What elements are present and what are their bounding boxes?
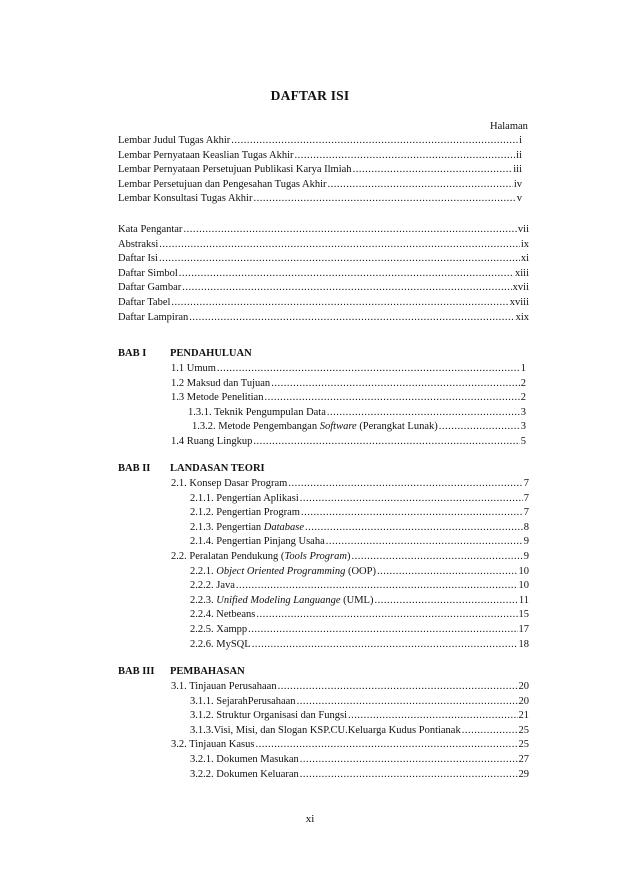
toc-entry-page: 29	[518, 768, 529, 780]
dot-leader	[252, 638, 518, 651]
toc-entry-label: Lembar Judul Tugas Akhir	[118, 135, 231, 146]
toc-entry-page: 2	[520, 392, 526, 404]
toc-entry-label	[190, 608, 255, 621]
toc-entry	[171, 476, 529, 490]
toc-entry	[190, 637, 529, 651]
toc-entry-page: 27	[518, 754, 529, 765]
dot-leader	[348, 709, 517, 722]
page-title: DAFTAR ISI	[270, 88, 350, 103]
toc-entry-text: 1.4 Ruang Lingkup	[171, 436, 253, 447]
dot-leader	[248, 623, 517, 636]
dot-leader	[253, 192, 515, 205]
chapter-title: PEMBAHASAN	[170, 666, 245, 677]
toc-entry-label: Kata Pengantar	[118, 224, 183, 235]
toc-entry-text: 3.1.1. SejarahPerusahaan	[190, 695, 296, 707]
dot-leader	[328, 178, 513, 191]
toc-entry-page: iii	[513, 164, 522, 176]
toc-entry-text: 2.2.6. MySQL	[190, 638, 251, 650]
toc-entry-page: 9	[523, 536, 529, 548]
toc-entry-text: 2.2.4. Netbeans	[190, 609, 256, 621]
dot-leader	[288, 477, 522, 490]
toc-entry-text: 1.3 Metode Penelitian	[171, 392, 264, 404]
toc-entry-page: 3	[520, 406, 526, 418]
toc-entry-page: 2	[520, 377, 526, 389]
toc-entry-label: Daftar Lampiran	[118, 311, 189, 323]
toc-entry-label	[188, 406, 326, 419]
toc-entry-text: 2.2.2. Java	[190, 580, 235, 592]
toc-entry-text: 3.2.1. Dokumen Masukan	[190, 754, 299, 765]
toc-entry-label: Lembar Konsultasi Tugas Akhir	[118, 193, 253, 205]
toc-entry-page: iv	[513, 178, 522, 190]
toc-entry-page: 3	[520, 421, 526, 433]
chapter-number: BAB III	[118, 666, 155, 677]
toc-entry-label	[190, 492, 299, 505]
toc-entry-text: 3.2. Tinjauan Kasus	[171, 739, 255, 751]
toc-entry	[171, 376, 526, 390]
dot-leader	[236, 579, 518, 592]
toc-entry-label: Daftar Gambar	[118, 282, 182, 294]
toc-entry	[192, 419, 526, 433]
toc-entry-page: xvii	[512, 282, 529, 294]
dot-leader	[326, 535, 523, 548]
toc-entry-label	[171, 377, 270, 390]
dot-leader	[217, 362, 520, 375]
toc-entry	[118, 310, 529, 324]
toc-entry-label: Lembar Persetujuan dan Pengesahan Tugas Akhir	[118, 178, 327, 190]
toc-entry-text-suffix: )	[346, 551, 351, 562]
toc-entry-page: ix	[520, 238, 529, 250]
toc-entry	[171, 549, 529, 563]
toc-entry	[190, 491, 529, 505]
toc-entry-label	[190, 753, 299, 766]
toc-entry-page: 11	[518, 594, 529, 606]
toc-entry-text: 2.2. Peralatan Pendukung (	[171, 551, 285, 562]
toc-entry-text: 3.1. Tinjauan Perusahaan	[171, 681, 277, 692]
toc-entry	[190, 767, 529, 781]
toc-entry	[118, 295, 529, 309]
toc-entry-page: 17	[518, 624, 529, 635]
toc-entry-page: 10	[518, 580, 529, 592]
toc-entry-label	[171, 435, 252, 448]
toc-entry-text: 3.2.2. Dokumen Keluaran	[190, 768, 299, 780]
toc-entry	[118, 222, 529, 236]
dot-leader	[278, 680, 518, 693]
dot-leader	[300, 492, 523, 505]
dot-leader	[300, 753, 518, 766]
dot-leader	[374, 594, 517, 607]
toc-entry	[118, 148, 522, 162]
toc-entry-text: 2.1.2. Pengertian Program	[190, 507, 300, 519]
toc-entry-page: 9	[523, 551, 529, 562]
dot-leader	[297, 695, 518, 708]
toc-entry	[190, 593, 529, 607]
toc-entry-italic-text: Object Oriented Programming	[216, 565, 346, 577]
toc-entry-text: 3.1.2. Struktur Organisasi dan Fungsi	[190, 710, 348, 722]
toc-entry-text: 2.1.3. Pengertian	[190, 521, 264, 533]
toc-entry-text: 2.2.3.	[190, 594, 217, 606]
toc-entry-page: 21	[518, 710, 529, 722]
toc-entry	[190, 505, 529, 519]
toc-entry-label	[190, 695, 296, 708]
toc-entry	[190, 622, 529, 636]
toc-entry	[190, 534, 529, 548]
toc-entry-label: Lembar Pernyataan Persetujuan Publikasi Karya Ilmiah	[118, 164, 352, 176]
toc-entry-label	[190, 506, 300, 519]
toc-entry	[118, 237, 529, 251]
toc-entry-label	[171, 477, 287, 490]
dot-leader	[159, 238, 520, 251]
toc-entry	[190, 564, 529, 578]
toc-entry	[118, 191, 522, 205]
toc-entry-label	[192, 420, 438, 433]
toc-entry-label: Abstraksi	[118, 238, 159, 250]
toc-entry	[190, 578, 529, 592]
toc-entry	[171, 390, 526, 404]
toc-entry-italic-text: Software	[319, 421, 357, 433]
toc-entry-page: 7	[523, 492, 529, 504]
toc-entry-label	[190, 579, 235, 592]
toc-entry	[171, 361, 526, 375]
toc-entry-page: 18	[518, 638, 529, 650]
dot-leader	[353, 163, 513, 176]
toc-entry-text: 2.1.4. Pengertian Pinjang Usaha	[190, 536, 325, 548]
toc-entry	[190, 708, 529, 722]
dot-leader	[439, 420, 520, 433]
toc-entry-label: Lembar Pernyataan Keaslian Tugas Akhir	[118, 149, 294, 161]
toc-entry-label	[190, 594, 373, 607]
toc-entry-label	[190, 565, 376, 578]
toc-entry-label	[190, 535, 325, 548]
dot-leader	[171, 296, 508, 309]
toc-entry-page: 7	[523, 478, 529, 489]
toc-entry-text-suffix: (UML)	[340, 594, 374, 606]
toc-entry-label	[171, 680, 277, 693]
toc-entry-text-suffix: (OOP)	[345, 565, 376, 577]
dot-leader	[182, 281, 511, 294]
toc-entry	[118, 280, 529, 294]
chapter-title: LANDASAN TEORI	[170, 463, 265, 474]
toc-entry-page: 25	[518, 724, 529, 736]
toc-entry-page: ii	[516, 149, 522, 161]
dot-leader	[253, 435, 519, 448]
chapter-number: BAB II	[118, 463, 151, 474]
toc-entry-page: xviii	[509, 297, 529, 308]
dot-leader	[295, 149, 516, 162]
toc-entry-page: 20	[518, 695, 529, 707]
chapter-number: BAB I	[118, 348, 147, 359]
toc-entry	[171, 434, 526, 448]
dot-leader	[301, 506, 523, 519]
toc-entry-text: 3.1.3.Visi, Misi, dan Slogan KSP.CU.Keluarga Kudus Pontianak	[190, 724, 461, 736]
toc-entry-page: 1	[520, 363, 526, 374]
toc-entry-label	[190, 724, 461, 737]
toc-entry-italic-text: Unified Modeling Languange	[216, 594, 341, 606]
dot-leader	[231, 134, 518, 147]
toc-entry-text: 2.1. Konsep Dasar Program	[171, 478, 288, 489]
dot-leader	[183, 223, 516, 236]
toc-entry-label	[171, 550, 350, 563]
dot-leader	[377, 565, 518, 578]
toc-entry-page: i	[519, 135, 522, 146]
toc-entry-page: 10	[518, 565, 529, 577]
toc-entry	[190, 520, 529, 534]
dot-leader	[462, 724, 518, 737]
dot-leader	[271, 377, 520, 390]
toc-entry-label	[171, 391, 263, 404]
toc-entry-label: Daftar Tabel	[118, 297, 171, 308]
dot-leader	[327, 406, 520, 419]
toc-entry-page: vii	[517, 224, 529, 235]
chapter-title: PENDAHULUAN	[170, 348, 252, 359]
dot-leader	[189, 311, 514, 324]
toc-entry-text: 2.1.1. Pengertian Aplikasi	[190, 492, 299, 504]
toc-entry-page: 15	[518, 609, 529, 621]
toc-entry-page: 20	[518, 681, 529, 692]
toc-entry-page: xi	[520, 253, 529, 265]
page-number: xi	[305, 813, 315, 825]
halaman-label: Halaman	[490, 121, 528, 132]
dot-leader	[255, 738, 517, 751]
toc-entry-label	[190, 623, 247, 636]
toc-entry-text: 2.2.1.	[190, 565, 217, 577]
toc-entry	[118, 133, 522, 147]
toc-entry	[190, 607, 529, 621]
dot-leader	[159, 252, 520, 265]
toc-entry-label: Daftar Simbol	[118, 267, 178, 279]
toc-entry	[118, 177, 522, 191]
dot-leader	[264, 391, 519, 404]
toc-entry-page: xiii	[514, 267, 529, 279]
toc-entry-label	[190, 768, 299, 781]
toc-entry-italic-text: Tools Program	[284, 551, 347, 562]
toc-entry-label	[190, 709, 347, 722]
toc-entry-label: Daftar Isi	[118, 253, 158, 265]
toc-entry-text: 1.1 Umum	[171, 363, 216, 374]
toc-entry	[190, 694, 529, 708]
toc-entry-page: 25	[518, 739, 529, 751]
toc-entry-text: 1.3.2. Metode Pengembangan	[192, 421, 320, 433]
toc-entry-text: 1.3.1. Teknik Pengumpulan Data	[188, 406, 326, 418]
toc-entry-label	[190, 638, 251, 651]
toc-entry-label	[171, 362, 216, 375]
toc-entry-text: 2.2.5. Xampp	[190, 624, 248, 635]
toc-entry-page: 7	[523, 507, 529, 519]
toc-entry	[190, 723, 529, 737]
toc-entry	[171, 737, 529, 751]
dot-leader	[300, 768, 518, 781]
toc-entry-label	[171, 738, 254, 751]
toc-entry	[190, 752, 529, 766]
toc-entry-text-suffix: (Perangkat Lunak)	[356, 421, 438, 433]
dot-leader	[351, 550, 522, 563]
toc-entry	[188, 405, 526, 419]
toc-entry-page: v	[516, 193, 522, 205]
dot-leader	[305, 521, 523, 534]
toc-entry	[118, 251, 529, 265]
toc-entry	[118, 266, 529, 280]
toc-entry-label	[190, 521, 304, 534]
toc-entry-page: 8	[523, 521, 529, 533]
toc-entry	[171, 679, 529, 693]
toc-entry	[118, 162, 522, 176]
toc-entry-page: xix	[515, 311, 529, 323]
toc-entry-italic-text: Database	[263, 521, 305, 533]
dot-leader	[179, 267, 514, 280]
toc-entry-page: 5	[520, 436, 526, 447]
toc-entry-text: 1.2 Maksud dan Tujuan	[171, 377, 271, 389]
dot-leader	[256, 608, 517, 621]
